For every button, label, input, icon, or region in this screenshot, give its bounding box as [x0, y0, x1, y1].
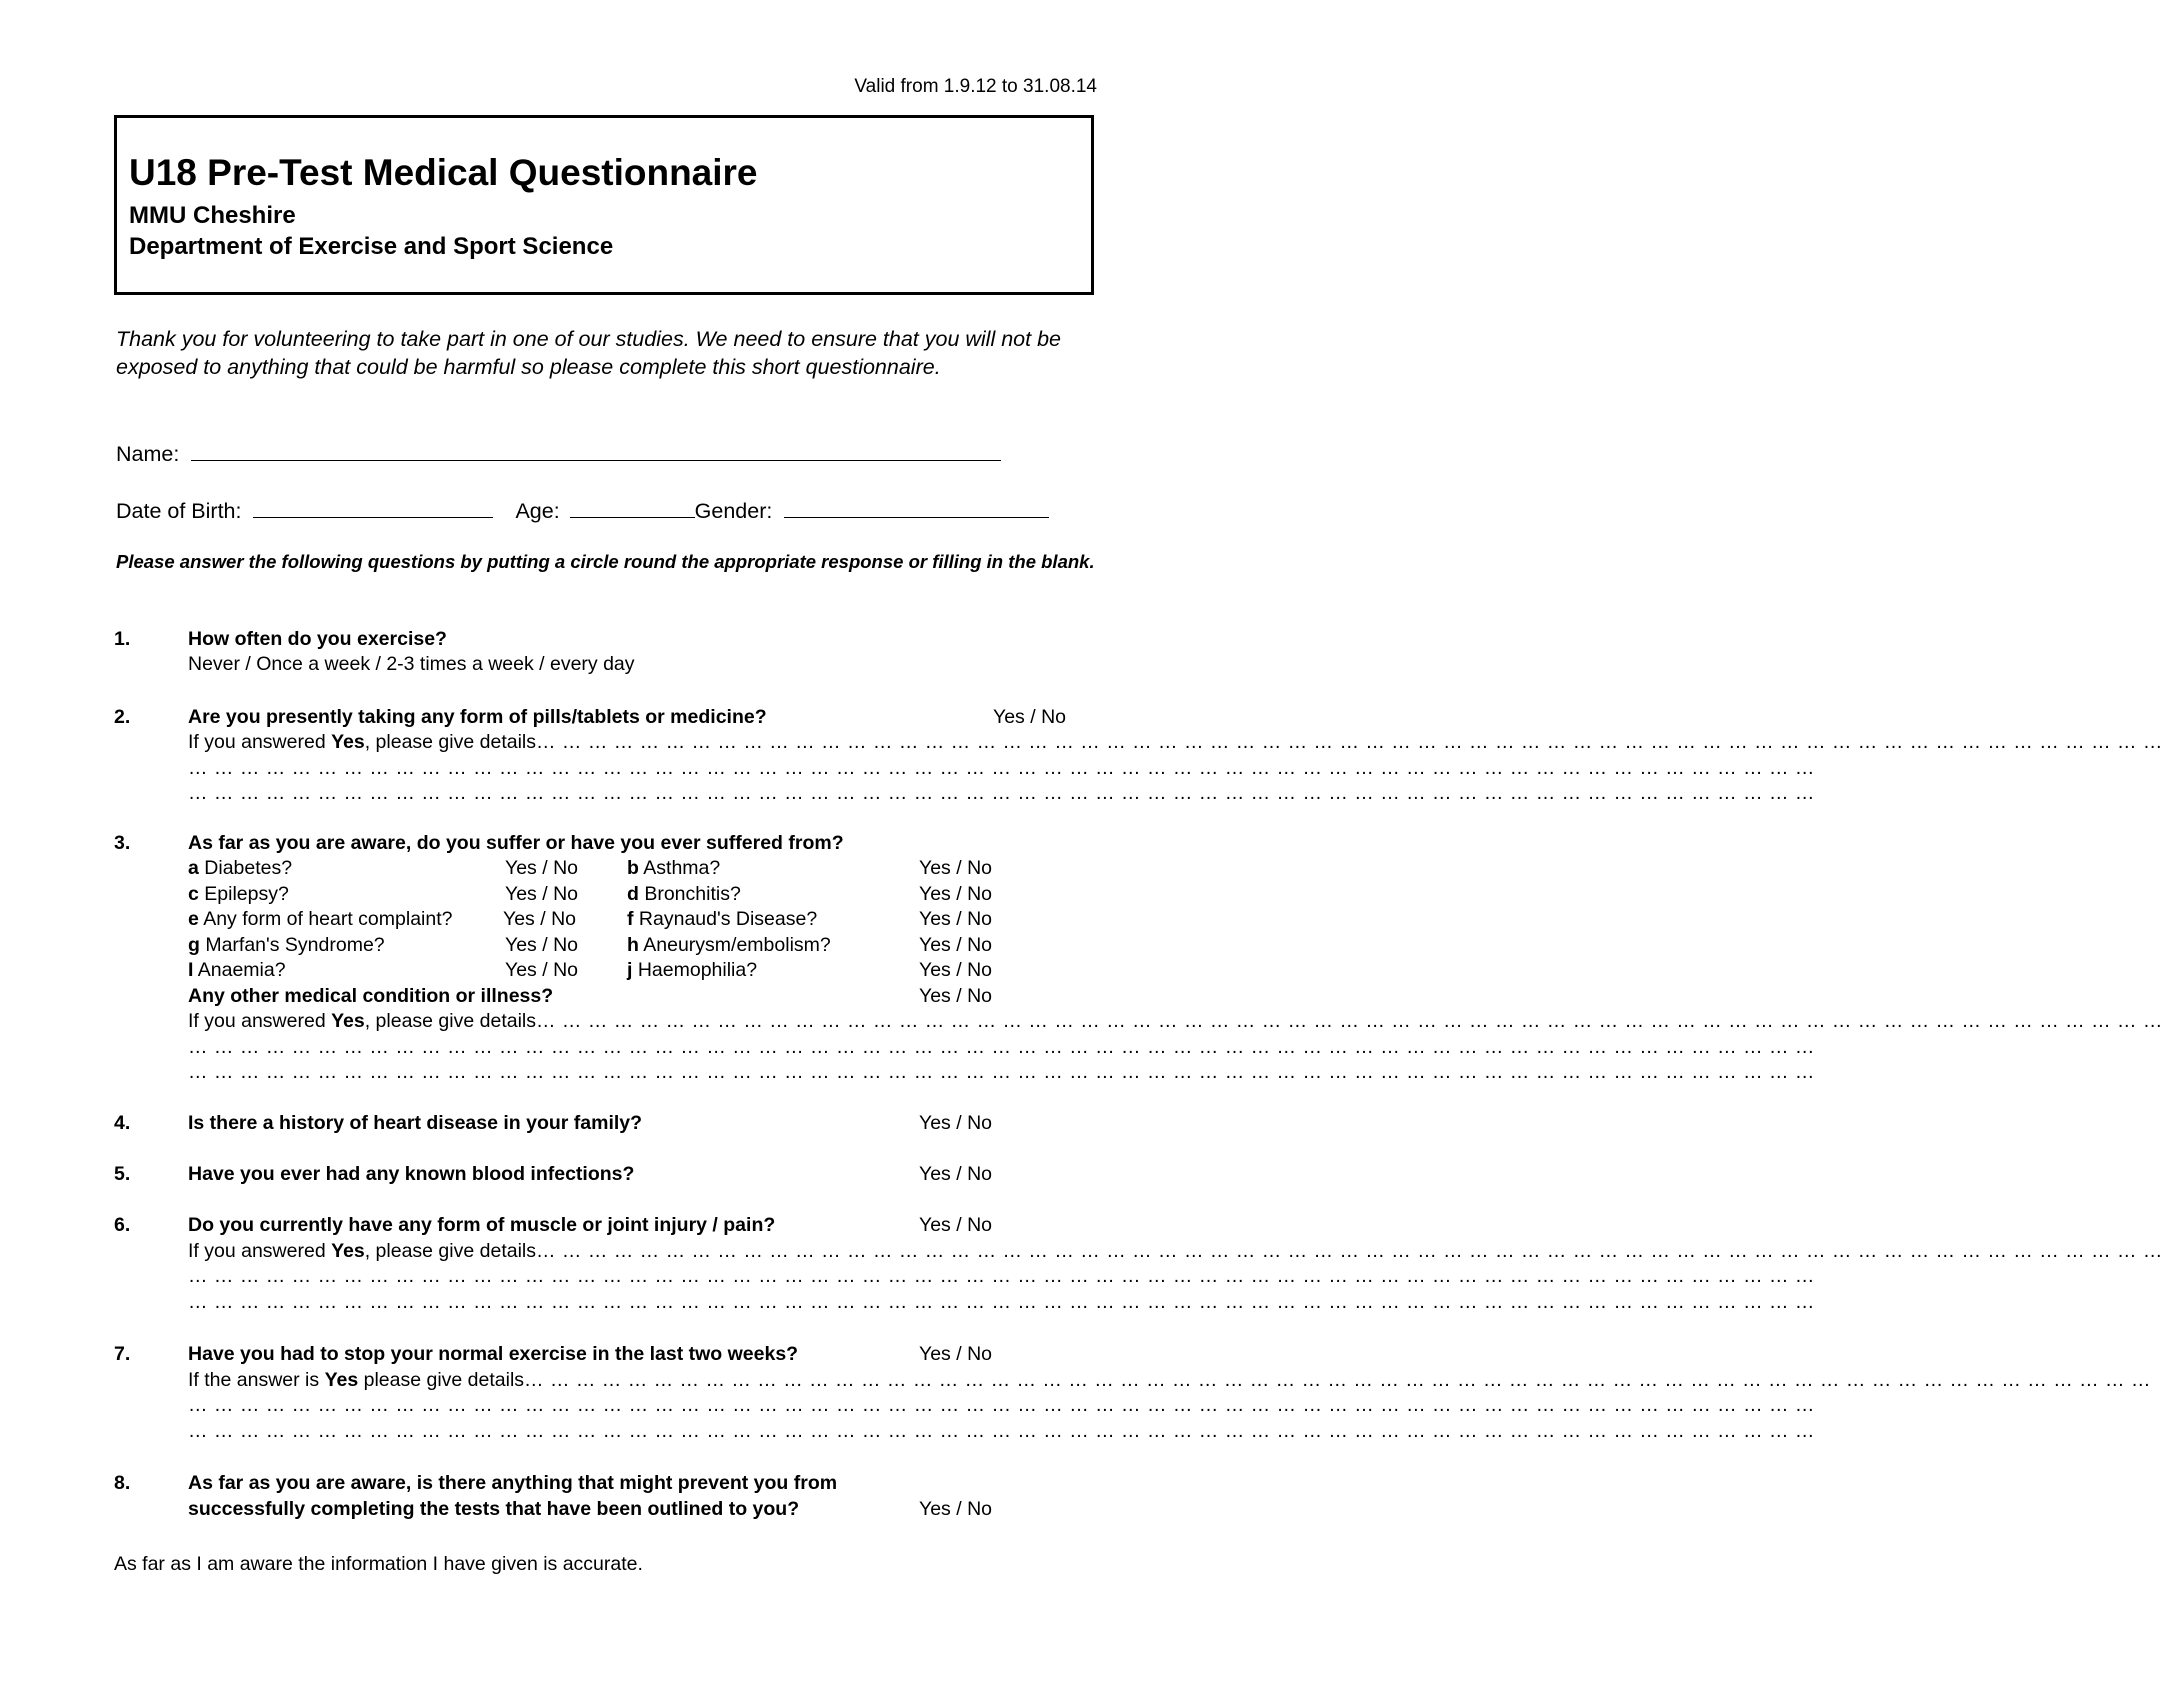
q2-details-prompt [188, 731, 2163, 754]
q3-item-j: j Haemophilia? [627, 959, 758, 981]
q2-dots-3[interactable]: … … … … … … … … … … … … … … … … … … … … … … … … … … … … … … … … … … … … … … … … … … … … … … … … … … … … … … … … … … … … … … … [188, 782, 1815, 804]
dob-label: Date of Birth: [116, 499, 242, 523]
q3-item-e: e Any form of heart complaint? [188, 908, 453, 930]
q3-item-b: b Asthma? [627, 857, 721, 879]
q3-dots-1[interactable]: … … … … … … … … … … … … … … … … … … … … … … … … … … … … … … … … … … … … … … … … … … … … … … … … … … … … … … … … … … … … … … … [536, 1010, 2163, 1032]
q3-number: 3. [114, 832, 131, 854]
q3-item-f-yes-no[interactable]: Yes / No [919, 908, 992, 930]
q5-yes-no[interactable]: Yes / No [919, 1163, 992, 1185]
q6-dots-1[interactable]: … … … … … … … … … … … … … … … … … … … … … … … … … … … … … … … … … … … … … … … … … … … … … … … … … … … … … … … … … … … … … … … [536, 1240, 2163, 1262]
q3-dots-3[interactable]: … … … … … … … … … … … … … … … … … … … … … … … … … … … … … … … … … … … … … … … … … … … … … … … … … … … … … … … … … … … … … … … [188, 1061, 1815, 1083]
q3-other-yes-no[interactable]: Yes / No [919, 985, 992, 1007]
q2-text: Are you presently taking any form of pills/tablets or medicine? [188, 706, 767, 728]
q3-item-c-yes-no[interactable]: Yes / No [505, 883, 578, 905]
q3-dots-2[interactable]: … … … … … … … … … … … … … … … … … … … … … … … … … … … … … … … … … … … … … … … … … … … … … … … … … … … … … … … … … … … … … … … [188, 1036, 1815, 1058]
q7-yes-no[interactable]: Yes / No [919, 1343, 992, 1365]
instructions: Please answer the following questions by putting a circle round the appropriate response or filling in the blank. [116, 551, 1095, 572]
q3-item-g-yes-no[interactable]: Yes / No [505, 934, 578, 956]
q2-number: 2. [114, 706, 131, 728]
q7-details-prompt: If the answer is Yes please give details… … … … … … … … … … … … … … … … … … … … … … … … … … … … … … … … … … … … … … … … … … … … … … … … … … … … … … … … … … … … … … … [188, 1369, 2151, 1391]
intro-text: Thank you for volunteering to take part in one of our studies. We need to ensure that you will not be exposed to anything that could be harmful so please complete this short questionnaire. [116, 327, 1061, 379]
page-title: U18 Pre-Test Medical Questionnaire [129, 152, 758, 193]
q3-item-f: f Raynaud's Disease? [627, 908, 818, 930]
q3-item-h-yes-no[interactable]: Yes / No [919, 934, 992, 956]
q2-details-bold: Yes [331, 731, 365, 753]
q3-item-h: h Aneurysm/embolism? [627, 934, 831, 956]
details-row [116, 497, 1049, 524]
q3-item-e-yes-no[interactable]: Yes / No [503, 908, 576, 930]
q7-text: Have you had to stop your normal exercise in the last two weeks? [188, 1343, 799, 1365]
gender-label: Gender: [694, 499, 773, 523]
q1-number: 1. [114, 628, 131, 650]
title-box [114, 115, 1094, 295]
q3-item-b-yes-no[interactable]: Yes / No [919, 857, 992, 879]
q3-item-d-yes-no[interactable]: Yes / No [919, 883, 992, 905]
validity-date: Valid from 1.9.12 to 31.08.14 [854, 76, 1097, 97]
q4-number: 4. [114, 1112, 131, 1134]
name-label: Name: [116, 442, 180, 466]
q3-item-a-yes-no[interactable]: Yes / No [505, 857, 578, 879]
name-row [116, 440, 1001, 467]
department: Department of Exercise and Sport Science [129, 233, 614, 260]
q7-number: 7. [114, 1343, 131, 1365]
q8-yes-no[interactable]: Yes / No [919, 1498, 992, 1520]
q6-details-prompt: If you answered Yes, please give details… … … … … … … … … … … … … … … … … … … … … … … … … … … … … … … … … … … … … … … … … … … … … … … … … … … … … … … … … … … … … … … [188, 1240, 2163, 1262]
q4-text: Is there a history of heart disease in your family? [188, 1112, 643, 1134]
q3-item-i-yes-no[interactable]: Yes / No [505, 959, 578, 981]
declaration: As far as I am aware the information I have given is accurate. [114, 1553, 643, 1575]
q2-yes-no[interactable]: Yes / No [993, 706, 1066, 728]
q7-dots-1[interactable]: … … … … … … … … … … … … … … … … … … … … … … … … … … … … … … … … … … … … … … … … … … … … … … … … … … … … … … … … … … … … … … … [524, 1369, 2151, 1391]
age-field[interactable] [570, 497, 695, 518]
gender-field[interactable] [784, 497, 1049, 518]
q3-item-c: c Epilepsy? [188, 883, 289, 905]
age-label: Age: [515, 499, 560, 523]
q7-dots-2[interactable]: … … … … … … … … … … … … … … … … … … … … … … … … … … … … … … … … … … … … … … … … … … … … … … … … … … … … … … … … … … … … … … … [188, 1394, 1815, 1416]
q5-text: Have you ever had any known blood infections? [188, 1163, 635, 1185]
q1-text: How often do you exercise? [188, 628, 447, 650]
q2-dots-2[interactable]: … … … … … … … … … … … … … … … … … … … … … … … … … … … … … … … … … … … … … … … … … … … … … … … … … … … … … … … … … … … … … … … [188, 757, 1815, 779]
q4-yes-no[interactable]: Yes / No [919, 1112, 992, 1134]
q3-details-prompt: If you answered Yes, please give details… … … … … … … … … … … … … … … … … … … … … … … … … … … … … … … … … … … … … … … … … … … … … … … … … … … … … … … … … … … … … … … [188, 1010, 2163, 1032]
q3-item-j-yes-no[interactable]: Yes / No [919, 959, 992, 981]
q6-yes-no[interactable]: Yes / No [919, 1214, 992, 1236]
name-field[interactable] [191, 440, 1001, 461]
q3-item-d: d Bronchitis? [627, 883, 741, 905]
q3-item-g: g Marfan's Syndrome? [188, 934, 385, 956]
dob-field[interactable] [253, 497, 493, 518]
q2-details-prefix: If you answered [188, 731, 332, 753]
q8-text-line1: As far as you are aware, is there anything that might prevent you from [188, 1472, 838, 1494]
q3-text: As far as you are aware, do you suffer or have you ever suffered from? [188, 832, 844, 854]
q3-item-a: a Diabetes? [188, 857, 293, 879]
q7-dots-3[interactable]: … … … … … … … … … … … … … … … … … … … … … … … … … … … … … … … … … … … … … … … … … … … … … … … … … … … … … … … … … … … … … … … [188, 1420, 1815, 1442]
q6-dots-2[interactable]: … … … … … … … … … … … … … … … … … … … … … … … … … … … … … … … … … … … … … … … … … … … … … … … … … … … … … … … … … … … … … … … [188, 1265, 1815, 1287]
q6-dots-3[interactable]: … … … … … … … … … … … … … … … … … … … … … … … … … … … … … … … … … … … … … … … … … … … … … … … … … … … … … … … … … … … … … … … [188, 1291, 1815, 1313]
q2-dots-1[interactable]: … … … … … … … … … … … … … … … … … … … … … … … … … … … … … … … … … … … … … … … … … … … … … … … … … … … … … … … … … … … … … … … [536, 731, 2163, 753]
q6-number: 6. [114, 1214, 131, 1236]
q1-options[interactable]: Never / Once a week / 2-3 times a week / every day [188, 653, 635, 675]
q3-item-i: I Anaemia? [188, 959, 286, 981]
q8-number: 8. [114, 1472, 131, 1494]
q8-text-line2: successfully completing the tests that have been outlined to you? [188, 1498, 800, 1520]
q6-text: Do you currently have any form of muscle or joint injury / pain? [188, 1214, 776, 1236]
institution: MMU Cheshire [129, 202, 296, 229]
q5-number: 5. [114, 1163, 131, 1185]
q3-other: Any other medical condition or illness? [188, 985, 554, 1007]
q2-details-suffix: , please give details [364, 731, 536, 753]
